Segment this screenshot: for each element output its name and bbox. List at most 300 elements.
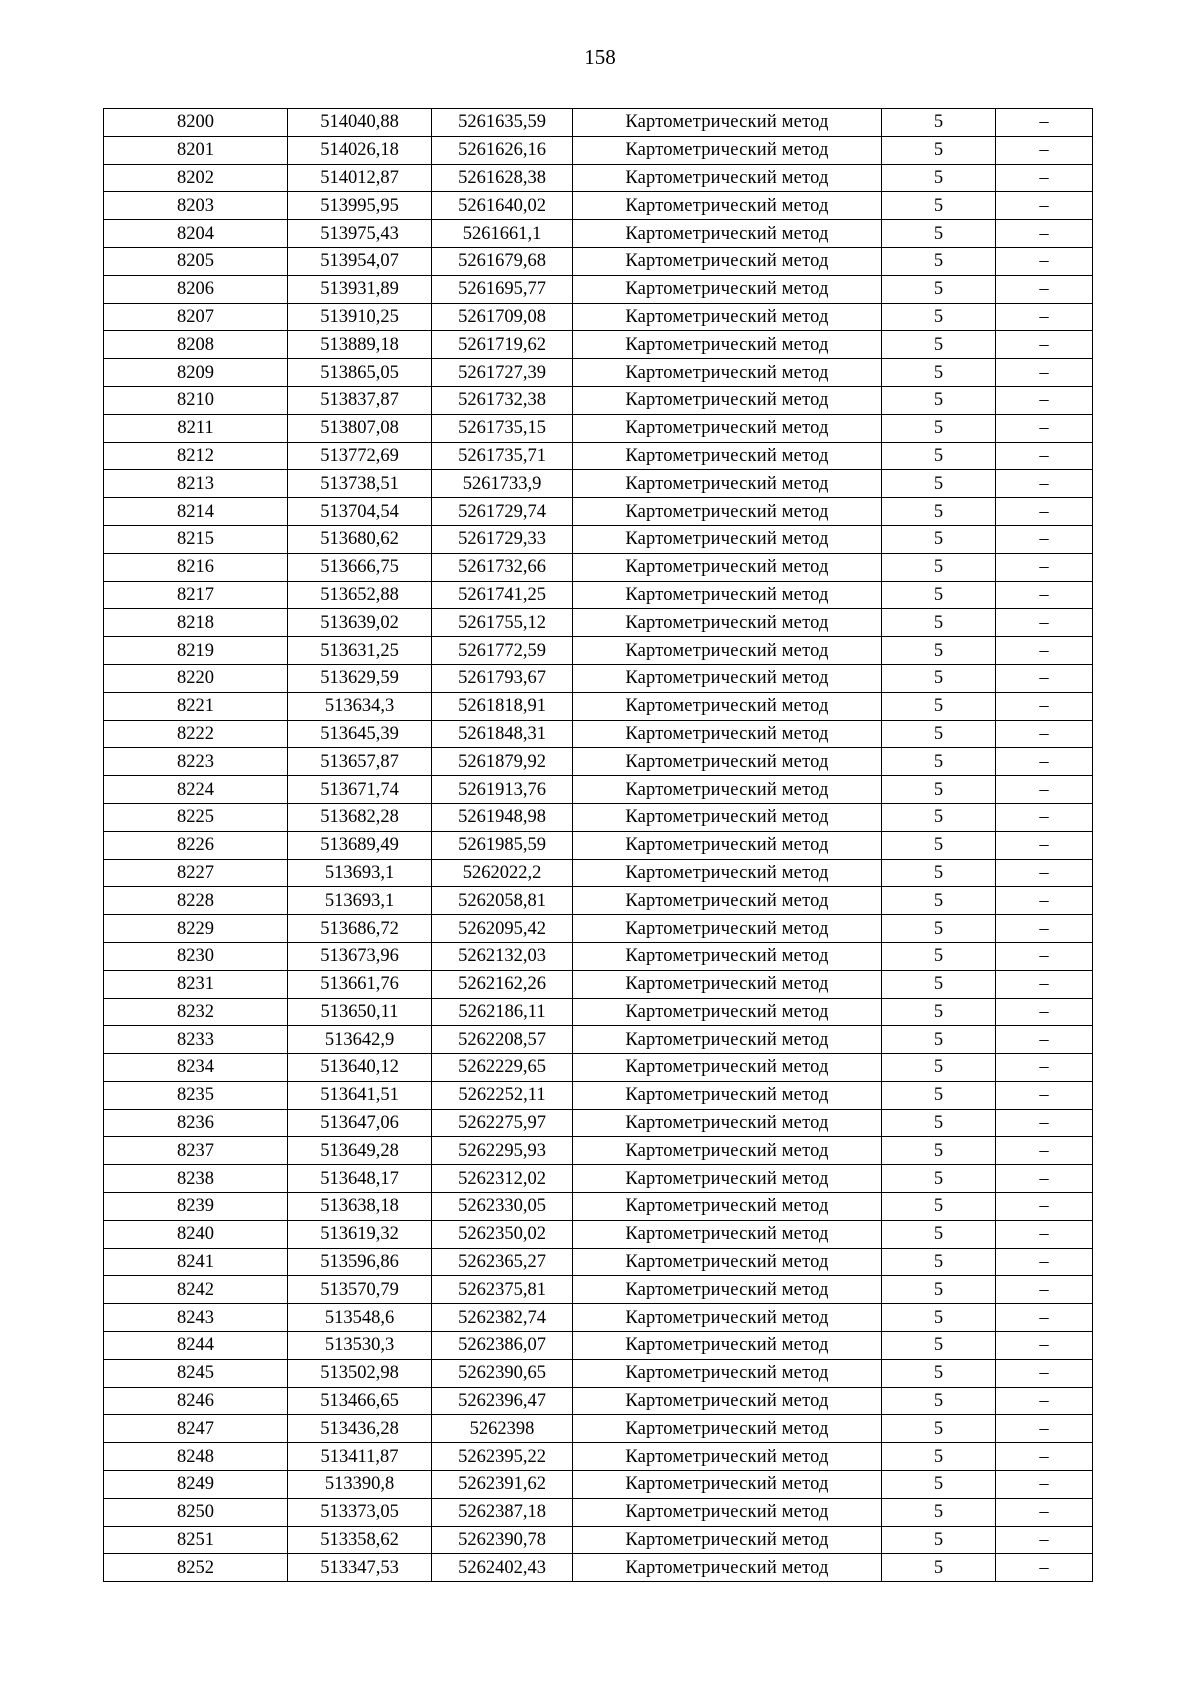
note-cell: –	[996, 136, 1093, 164]
table-row	[104, 386, 1093, 414]
note-cell: –	[996, 498, 1093, 526]
y-coordinate-cell: 5261661,1	[432, 220, 573, 248]
x-coordinate-cell: 513649,28	[288, 1137, 432, 1165]
point-number-cell: 8234	[104, 1054, 288, 1082]
method-cell: Картометрический метод	[573, 1193, 882, 1221]
point-number-cell: 8210	[104, 386, 288, 414]
y-coordinate-cell: 5262382,74	[432, 1304, 573, 1332]
method-cell: Картометрический метод	[573, 331, 882, 359]
method-cell: Картометрический метод	[573, 1165, 882, 1193]
y-coordinate-cell: 5262208,57	[432, 1026, 573, 1054]
accuracy-cell: 5	[882, 998, 996, 1026]
accuracy-cell: 5	[882, 748, 996, 776]
x-coordinate-cell: 514012,87	[288, 164, 432, 192]
x-coordinate-cell: 513373,05	[288, 1498, 432, 1526]
point-number-cell: 8242	[104, 1276, 288, 1304]
accuracy-cell: 5	[882, 525, 996, 553]
point-number-cell: 8216	[104, 553, 288, 581]
accuracy-cell: 5	[882, 1471, 996, 1499]
y-coordinate-cell: 5262396,47	[432, 1387, 573, 1415]
note-cell: –	[996, 386, 1093, 414]
x-coordinate-cell: 513975,43	[288, 220, 432, 248]
method-cell: Картометрический метод	[573, 164, 882, 192]
x-coordinate-cell: 513995,95	[288, 192, 432, 220]
accuracy-cell: 5	[882, 1359, 996, 1387]
method-cell: Картометрический метод	[573, 1359, 882, 1387]
method-cell: Картометрический метод	[573, 1304, 882, 1332]
table-row	[104, 136, 1093, 164]
note-cell: –	[996, 887, 1093, 915]
table-row	[104, 247, 1093, 275]
x-coordinate-cell: 513629,59	[288, 664, 432, 692]
y-coordinate-cell: 5262395,22	[432, 1443, 573, 1471]
note-cell: –	[996, 1276, 1093, 1304]
y-coordinate-cell: 5262275,97	[432, 1109, 573, 1137]
x-coordinate-cell: 513645,39	[288, 720, 432, 748]
point-number-cell: 8244	[104, 1332, 288, 1360]
note-cell: –	[996, 803, 1093, 831]
x-coordinate-cell: 513673,96	[288, 942, 432, 970]
y-coordinate-cell: 5261772,59	[432, 637, 573, 665]
note-cell: –	[996, 748, 1093, 776]
note-cell: –	[996, 470, 1093, 498]
point-number-cell: 8249	[104, 1471, 288, 1499]
method-cell: Картометрический метод	[573, 1220, 882, 1248]
method-cell: Картометрический метод	[573, 1081, 882, 1109]
point-number-cell: 8206	[104, 275, 288, 303]
table-row	[104, 970, 1093, 998]
table-row	[104, 1137, 1093, 1165]
note-cell: –	[996, 247, 1093, 275]
accuracy-cell: 5	[882, 164, 996, 192]
method-cell: Картометрический метод	[573, 1526, 882, 1554]
accuracy-cell: 5	[882, 1137, 996, 1165]
accuracy-cell: 5	[882, 1276, 996, 1304]
accuracy-cell: 5	[882, 1220, 996, 1248]
accuracy-cell: 5	[882, 1026, 996, 1054]
table-row	[104, 581, 1093, 609]
note-cell: –	[996, 998, 1093, 1026]
method-cell: Картометрический метод	[573, 915, 882, 943]
method-cell: Картометрический метод	[573, 581, 882, 609]
y-coordinate-cell: 5261879,92	[432, 748, 573, 776]
x-coordinate-cell: 513634,3	[288, 692, 432, 720]
accuracy-cell: 5	[882, 1193, 996, 1221]
method-cell: Картометрический метод	[573, 525, 882, 553]
accuracy-cell: 5	[882, 1332, 996, 1360]
x-coordinate-cell: 513689,49	[288, 831, 432, 859]
table-row	[104, 553, 1093, 581]
y-coordinate-cell: 5261735,71	[432, 442, 573, 470]
point-number-cell: 8212	[104, 442, 288, 470]
y-coordinate-cell: 5262330,05	[432, 1193, 573, 1221]
table-row	[104, 1304, 1093, 1332]
accuracy-cell: 5	[882, 1054, 996, 1082]
method-cell: Картометрический метод	[573, 664, 882, 692]
method-cell: Картометрический метод	[573, 1471, 882, 1499]
note-cell: –	[996, 1137, 1093, 1165]
x-coordinate-cell: 513889,18	[288, 331, 432, 359]
method-cell: Картометрический метод	[573, 1248, 882, 1276]
method-cell: Картометрический метод	[573, 1276, 882, 1304]
y-coordinate-cell: 5262186,11	[432, 998, 573, 1026]
point-number-cell: 8229	[104, 915, 288, 943]
table-row	[104, 637, 1093, 665]
point-number-cell: 8226	[104, 831, 288, 859]
point-number-cell: 8213	[104, 470, 288, 498]
point-number-cell: 8217	[104, 581, 288, 609]
point-number-cell: 8246	[104, 1387, 288, 1415]
table-row	[104, 109, 1093, 137]
method-cell: Картометрический метод	[573, 1137, 882, 1165]
accuracy-cell: 5	[882, 803, 996, 831]
method-cell: Картометрический метод	[573, 303, 882, 331]
point-number-cell: 8218	[104, 609, 288, 637]
method-cell: Картометрический метод	[573, 1054, 882, 1082]
table-row	[104, 1359, 1093, 1387]
point-number-cell: 8238	[104, 1165, 288, 1193]
table-row	[104, 275, 1093, 303]
table-row	[104, 1026, 1093, 1054]
y-coordinate-cell: 5261628,38	[432, 164, 573, 192]
method-cell: Картометрический метод	[573, 942, 882, 970]
y-coordinate-cell: 5261735,15	[432, 414, 573, 442]
note-cell: –	[996, 1304, 1093, 1332]
method-cell: Картометрический метод	[573, 192, 882, 220]
x-coordinate-cell: 513807,08	[288, 414, 432, 442]
x-coordinate-cell: 513650,11	[288, 998, 432, 1026]
accuracy-cell: 5	[882, 915, 996, 943]
x-coordinate-cell: 513466,65	[288, 1387, 432, 1415]
point-number-cell: 8237	[104, 1137, 288, 1165]
x-coordinate-cell: 513639,02	[288, 609, 432, 637]
y-coordinate-cell: 5261913,76	[432, 776, 573, 804]
point-number-cell: 8247	[104, 1415, 288, 1443]
table-row	[104, 498, 1093, 526]
table-row	[104, 1220, 1093, 1248]
table-row	[104, 1332, 1093, 1360]
point-number-cell: 8220	[104, 664, 288, 692]
table-row	[104, 859, 1093, 887]
method-cell: Картометрический метод	[573, 1387, 882, 1415]
note-cell: –	[996, 1387, 1093, 1415]
point-number-cell: 8233	[104, 1026, 288, 1054]
point-number-cell: 8248	[104, 1443, 288, 1471]
method-cell: Картометрический метод	[573, 1109, 882, 1137]
table-row	[104, 1498, 1093, 1526]
method-cell: Картометрический метод	[573, 803, 882, 831]
y-coordinate-cell: 5262162,26	[432, 970, 573, 998]
point-number-cell: 8252	[104, 1554, 288, 1582]
table-row	[104, 720, 1093, 748]
y-coordinate-cell: 5261755,12	[432, 609, 573, 637]
y-coordinate-cell: 5261719,62	[432, 331, 573, 359]
accuracy-cell: 5	[882, 1304, 996, 1332]
x-coordinate-cell: 514026,18	[288, 136, 432, 164]
accuracy-cell: 5	[882, 942, 996, 970]
accuracy-cell: 5	[882, 386, 996, 414]
point-number-cell: 8209	[104, 359, 288, 387]
accuracy-cell: 5	[882, 109, 996, 137]
note-cell: –	[996, 1054, 1093, 1082]
method-cell: Картометрический метод	[573, 386, 882, 414]
accuracy-cell: 5	[882, 192, 996, 220]
y-coordinate-cell: 5261626,16	[432, 136, 573, 164]
y-coordinate-cell: 5262312,02	[432, 1165, 573, 1193]
x-coordinate-cell: 513738,51	[288, 470, 432, 498]
accuracy-cell: 5	[882, 303, 996, 331]
note-cell: –	[996, 1193, 1093, 1221]
note-cell: –	[996, 664, 1093, 692]
method-cell: Картометрический метод	[573, 1554, 882, 1582]
point-number-cell: 8205	[104, 247, 288, 275]
method-cell: Картометрический метод	[573, 498, 882, 526]
x-coordinate-cell: 513837,87	[288, 386, 432, 414]
method-cell: Картометрический метод	[573, 359, 882, 387]
method-cell: Картометрический метод	[573, 1332, 882, 1360]
table-row	[104, 220, 1093, 248]
point-number-cell: 8250	[104, 1498, 288, 1526]
y-coordinate-cell: 5262350,02	[432, 1220, 573, 1248]
method-cell: Картометрический метод	[573, 109, 882, 137]
table-row	[104, 1554, 1093, 1582]
y-coordinate-cell: 5262365,27	[432, 1248, 573, 1276]
note-cell: –	[996, 581, 1093, 609]
method-cell: Картометрический метод	[573, 970, 882, 998]
method-cell: Картометрический метод	[573, 470, 882, 498]
note-cell: –	[996, 1471, 1093, 1499]
method-cell: Картометрический метод	[573, 887, 882, 915]
note-cell: –	[996, 1443, 1093, 1471]
y-coordinate-cell: 5261635,59	[432, 109, 573, 137]
point-number-cell: 8243	[104, 1304, 288, 1332]
coordinates-table	[103, 108, 1093, 1582]
table-row	[104, 1471, 1093, 1499]
y-coordinate-cell: 5261729,74	[432, 498, 573, 526]
table-row	[104, 998, 1093, 1026]
table-row	[104, 942, 1093, 970]
y-coordinate-cell: 5261640,02	[432, 192, 573, 220]
method-cell: Картометрический метод	[573, 442, 882, 470]
accuracy-cell: 5	[882, 859, 996, 887]
method-cell: Картометрический метод	[573, 776, 882, 804]
note-cell: –	[996, 942, 1093, 970]
accuracy-cell: 5	[882, 831, 996, 859]
method-cell: Картометрический метод	[573, 720, 882, 748]
y-coordinate-cell: 5262058,81	[432, 887, 573, 915]
point-number-cell: 8241	[104, 1248, 288, 1276]
note-cell: –	[996, 637, 1093, 665]
x-coordinate-cell: 513657,87	[288, 748, 432, 776]
note-cell: –	[996, 275, 1093, 303]
y-coordinate-cell: 5262132,03	[432, 942, 573, 970]
accuracy-cell: 5	[882, 609, 996, 637]
accuracy-cell: 5	[882, 498, 996, 526]
table-row	[104, 748, 1093, 776]
note-cell: –	[996, 831, 1093, 859]
table-row	[104, 664, 1093, 692]
method-cell: Картометрический метод	[573, 748, 882, 776]
point-number-cell: 8208	[104, 331, 288, 359]
accuracy-cell: 5	[882, 1415, 996, 1443]
accuracy-cell: 5	[882, 136, 996, 164]
accuracy-cell: 5	[882, 776, 996, 804]
y-coordinate-cell: 5262391,62	[432, 1471, 573, 1499]
y-coordinate-cell: 5262375,81	[432, 1276, 573, 1304]
method-cell: Картометрический метод	[573, 1026, 882, 1054]
method-cell: Картометрический метод	[573, 859, 882, 887]
note-cell: –	[996, 414, 1093, 442]
point-number-cell: 8202	[104, 164, 288, 192]
accuracy-cell: 5	[882, 359, 996, 387]
table-row	[104, 887, 1093, 915]
note-cell: –	[996, 1332, 1093, 1360]
accuracy-cell: 5	[882, 1248, 996, 1276]
y-coordinate-cell: 5262295,93	[432, 1137, 573, 1165]
y-coordinate-cell: 5262229,65	[432, 1054, 573, 1082]
accuracy-cell: 5	[882, 1387, 996, 1415]
method-cell: Картометрический метод	[573, 998, 882, 1026]
x-coordinate-cell: 513693,1	[288, 887, 432, 915]
point-number-cell: 8225	[104, 803, 288, 831]
table-row	[104, 1443, 1093, 1471]
accuracy-cell: 5	[882, 414, 996, 442]
table-row	[104, 1276, 1093, 1304]
x-coordinate-cell: 513648,17	[288, 1165, 432, 1193]
note-cell: –	[996, 525, 1093, 553]
accuracy-cell: 5	[882, 247, 996, 275]
point-number-cell: 8240	[104, 1220, 288, 1248]
table-row	[104, 915, 1093, 943]
table-row	[104, 192, 1093, 220]
point-number-cell: 8211	[104, 414, 288, 442]
table-row	[104, 1081, 1093, 1109]
y-coordinate-cell: 5261848,31	[432, 720, 573, 748]
y-coordinate-cell: 5261985,59	[432, 831, 573, 859]
note-cell: –	[996, 1554, 1093, 1582]
table-row	[104, 359, 1093, 387]
method-cell: Картометрический метод	[573, 609, 882, 637]
accuracy-cell: 5	[882, 970, 996, 998]
accuracy-cell: 5	[882, 720, 996, 748]
table-row	[104, 164, 1093, 192]
y-coordinate-cell: 5262387,18	[432, 1498, 573, 1526]
accuracy-cell: 5	[882, 442, 996, 470]
y-coordinate-cell: 5262390,78	[432, 1526, 573, 1554]
accuracy-cell: 5	[882, 331, 996, 359]
accuracy-cell: 5	[882, 1165, 996, 1193]
table-row	[104, 1054, 1093, 1082]
table-row	[104, 442, 1093, 470]
y-coordinate-cell: 5262402,43	[432, 1554, 573, 1582]
x-coordinate-cell: 513865,05	[288, 359, 432, 387]
accuracy-cell: 5	[882, 1526, 996, 1554]
y-coordinate-cell: 5261695,77	[432, 275, 573, 303]
x-coordinate-cell: 513640,12	[288, 1054, 432, 1082]
x-coordinate-cell: 513631,25	[288, 637, 432, 665]
method-cell: Картометрический метод	[573, 414, 882, 442]
x-coordinate-cell: 513671,74	[288, 776, 432, 804]
y-coordinate-cell: 5261679,68	[432, 247, 573, 275]
table-row	[104, 692, 1093, 720]
point-number-cell: 8239	[104, 1193, 288, 1221]
point-number-cell: 8235	[104, 1081, 288, 1109]
method-cell: Картометрический метод	[573, 1498, 882, 1526]
y-coordinate-cell: 5261793,67	[432, 664, 573, 692]
method-cell: Картометрический метод	[573, 1415, 882, 1443]
x-coordinate-cell: 513436,28	[288, 1415, 432, 1443]
x-coordinate-cell: 513642,9	[288, 1026, 432, 1054]
x-coordinate-cell: 513954,07	[288, 247, 432, 275]
point-number-cell: 8207	[104, 303, 288, 331]
point-number-cell: 8227	[104, 859, 288, 887]
note-cell: –	[996, 1109, 1093, 1137]
table-row	[104, 1415, 1093, 1443]
point-number-cell: 8245	[104, 1359, 288, 1387]
x-coordinate-cell: 513638,18	[288, 1193, 432, 1221]
table-row	[104, 303, 1093, 331]
note-cell: –	[996, 1165, 1093, 1193]
method-cell: Картометрический метод	[573, 247, 882, 275]
table-row	[104, 831, 1093, 859]
accuracy-cell: 5	[882, 887, 996, 915]
accuracy-cell: 5	[882, 1443, 996, 1471]
method-cell: Картометрический метод	[573, 220, 882, 248]
x-coordinate-cell: 513682,28	[288, 803, 432, 831]
note-cell: –	[996, 359, 1093, 387]
accuracy-cell: 5	[882, 1498, 996, 1526]
point-number-cell: 8200	[104, 109, 288, 137]
note-cell: –	[996, 442, 1093, 470]
coordinates-table-body	[104, 109, 1093, 1582]
point-number-cell: 8214	[104, 498, 288, 526]
x-coordinate-cell: 513666,75	[288, 553, 432, 581]
method-cell: Картометрический метод	[573, 553, 882, 581]
note-cell: –	[996, 553, 1093, 581]
x-coordinate-cell: 513693,1	[288, 859, 432, 887]
point-number-cell: 8223	[104, 748, 288, 776]
x-coordinate-cell: 513910,25	[288, 303, 432, 331]
y-coordinate-cell: 5262022,2	[432, 859, 573, 887]
note-cell: –	[996, 692, 1093, 720]
note-cell: –	[996, 1359, 1093, 1387]
method-cell: Картометрический метод	[573, 637, 882, 665]
note-cell: –	[996, 776, 1093, 804]
accuracy-cell: 5	[882, 1081, 996, 1109]
point-number-cell: 8201	[104, 136, 288, 164]
y-coordinate-cell: 5261818,91	[432, 692, 573, 720]
x-coordinate-cell: 513641,51	[288, 1081, 432, 1109]
x-coordinate-cell: 513704,54	[288, 498, 432, 526]
y-coordinate-cell: 5261733,9	[432, 470, 573, 498]
x-coordinate-cell: 513358,62	[288, 1526, 432, 1554]
point-number-cell: 8228	[104, 887, 288, 915]
method-cell: Картометрический метод	[573, 136, 882, 164]
table-row	[104, 803, 1093, 831]
note-cell: –	[996, 164, 1093, 192]
note-cell: –	[996, 915, 1093, 943]
x-coordinate-cell: 513652,88	[288, 581, 432, 609]
table-row	[104, 1109, 1093, 1137]
x-coordinate-cell: 513570,79	[288, 1276, 432, 1304]
table-row	[104, 609, 1093, 637]
note-cell: –	[996, 720, 1093, 748]
note-cell: –	[996, 1220, 1093, 1248]
method-cell: Картометрический метод	[573, 831, 882, 859]
y-coordinate-cell: 5261729,33	[432, 525, 573, 553]
x-coordinate-cell: 513411,87	[288, 1443, 432, 1471]
table-row	[104, 1526, 1093, 1554]
